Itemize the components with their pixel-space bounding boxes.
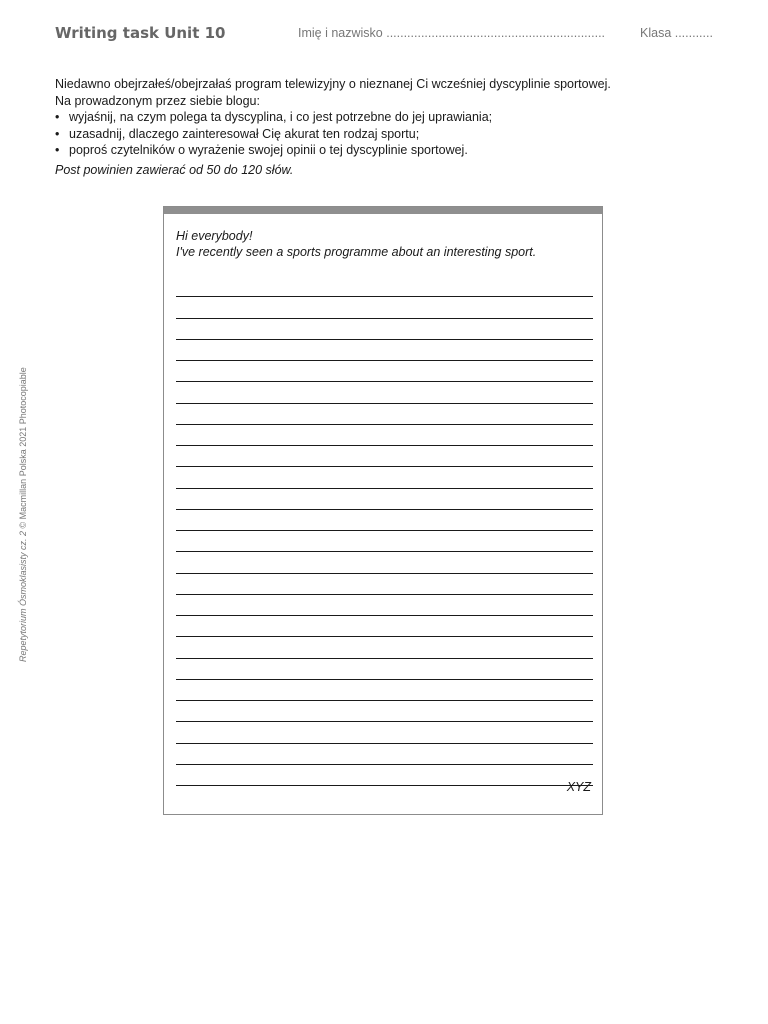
writing-line[interactable] <box>176 382 593 403</box>
bullet-icon: • <box>55 110 60 124</box>
writing-line[interactable] <box>176 659 593 680</box>
writing-line[interactable] <box>176 765 593 786</box>
copyright-notice: © Macmillan Polska 2021 Photocopiable <box>18 367 28 531</box>
writing-line[interactable] <box>176 510 593 531</box>
copyright-book-title: Repetytorium Ósmoklasisty cz. 2 <box>18 530 28 662</box>
writing-line[interactable] <box>176 680 593 701</box>
blog-signature: XYZ <box>566 780 591 794</box>
list-item <box>55 109 695 126</box>
writing-line[interactable] <box>176 489 593 510</box>
blog-opening-sentence: I've recently seen a sports programme about an interesting sport. <box>176 245 537 259</box>
writing-line[interactable] <box>176 340 593 361</box>
list-item-text: poproś czytelników o wyrażenie swojej opinii o tej dyscyplinie sportowej. <box>69 143 468 157</box>
class-field: Klasa ........... <box>640 26 713 40</box>
writing-line[interactable] <box>176 467 593 488</box>
word-count-note: Post powinien zawierać od 50 do 120 słów. <box>55 162 294 177</box>
writing-line[interactable] <box>176 637 593 658</box>
copyright-side-text <box>18 367 28 662</box>
instructions-bullet-list <box>55 109 695 159</box>
writing-line[interactable] <box>176 297 593 318</box>
blog-box-top-bar <box>164 207 602 214</box>
page-title: Writing task Unit 10 <box>55 24 226 42</box>
list-item <box>55 142 695 159</box>
writing-line[interactable] <box>176 595 593 616</box>
list-item-text: uzasadnij, dlaczego zainteresował Cię akurat ten rodzaj sportu; <box>69 126 420 141</box>
bullet-icon: • <box>55 126 60 141</box>
instructions-intro-line-2: Na prowadzonym przez siebie blogu: <box>55 93 260 108</box>
blog-intro <box>176 228 596 260</box>
writing-line[interactable] <box>176 552 593 573</box>
blog-post-box <box>163 206 603 815</box>
blog-greeting: Hi everybody! <box>176 229 253 243</box>
page-header <box>55 24 715 46</box>
writing-line[interactable] <box>176 616 593 637</box>
list-item <box>55 126 695 143</box>
writing-line[interactable] <box>176 361 593 382</box>
writing-line[interactable] <box>176 276 593 297</box>
writing-line[interactable] <box>176 319 593 340</box>
writing-line[interactable] <box>176 425 593 446</box>
instructions-intro-line-1: Niedawno obejrzałeś/obejrzałaś program telewizyjny o nieznanej Ci wcześniej dyscyplinie sportowej. <box>55 77 611 91</box>
task-instructions <box>55 76 695 178</box>
list-item-text: wyjaśnij, na czym polega ta dyscyplina, i co jest potrzebne do jej uprawiania; <box>69 110 493 124</box>
writing-line[interactable] <box>176 531 593 552</box>
writing-line[interactable] <box>176 722 593 743</box>
writing-line[interactable] <box>176 404 593 425</box>
writing-line[interactable] <box>176 744 593 765</box>
name-field: Imię i nazwisko ............................................................... <box>298 26 606 40</box>
writing-line[interactable] <box>176 701 593 722</box>
writing-line[interactable] <box>176 446 593 467</box>
bullet-icon: • <box>55 143 60 157</box>
writing-line[interactable] <box>176 574 593 595</box>
writing-lines[interactable] <box>176 276 593 786</box>
